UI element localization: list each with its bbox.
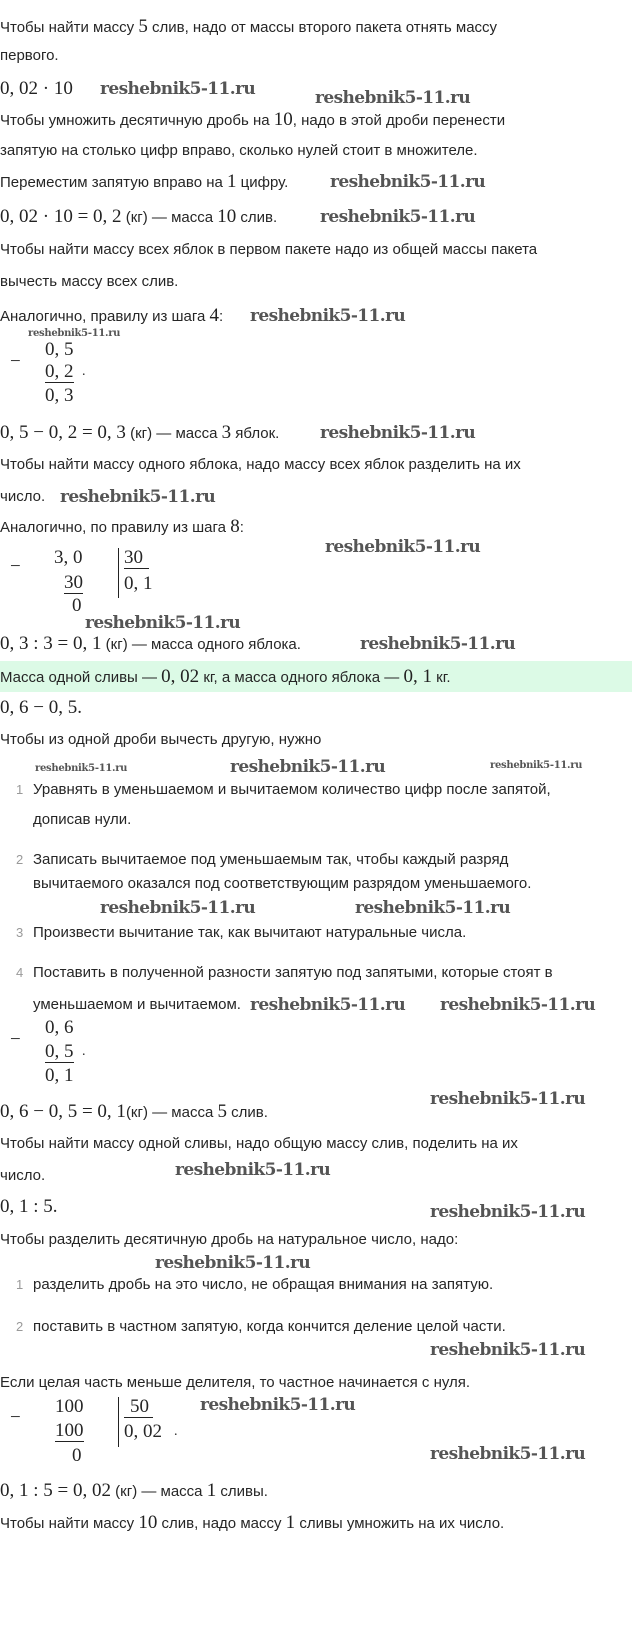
period: . bbox=[82, 1044, 86, 1059]
minus-sign: − bbox=[10, 556, 21, 577]
math-expression: 10 bbox=[217, 206, 237, 227]
list-item-text: Записать вычитаемое под уменьшаемым так, чтобы каждый разряд bbox=[33, 851, 509, 868]
text-line bbox=[0, 1230, 458, 1250]
text-run: (кг) — масса bbox=[111, 1483, 207, 1500]
text-line bbox=[0, 207, 277, 228]
minus-sign: − bbox=[10, 351, 21, 372]
text-run: (кг) — масса bbox=[121, 209, 218, 226]
watermark: reshebnik5-11.ru bbox=[85, 613, 241, 633]
watermark: reshebnik5-11.ru bbox=[320, 423, 476, 443]
text-run: : bbox=[239, 519, 244, 536]
text-run: Масса одной сливы — bbox=[0, 669, 162, 686]
text-run: кг, а масса одного яблока — bbox=[199, 669, 404, 686]
text-run: Чтобы из одной дроби вычесть другую, нужно bbox=[0, 731, 322, 748]
text-run: (кг) — масса bbox=[125, 1104, 218, 1121]
text-line bbox=[0, 17, 497, 38]
remainder: 0 bbox=[72, 1445, 82, 1466]
text-run: Аналогично, правилу из шага bbox=[0, 308, 210, 325]
list-item-text: вычитаемого оказался под соответствующим разрядом уменьшаемого. bbox=[33, 875, 532, 892]
text-line bbox=[0, 1197, 58, 1218]
divisor: 30 bbox=[124, 548, 149, 569]
watermark: reshebnik5-11.ru bbox=[320, 207, 476, 227]
watermark: reshebnik5-11.ru bbox=[490, 760, 583, 771]
text-run: (кг) — масса bbox=[125, 425, 222, 442]
math-expression: 4 bbox=[209, 305, 220, 326]
text-run: Чтобы разделить десятичную дробь на натуральное число, надо: bbox=[0, 1231, 459, 1248]
text-line bbox=[0, 634, 301, 655]
list-item-text: разделить дробь на это число, не обращая внимания на запятую. bbox=[33, 1276, 494, 1293]
text-run: слив. bbox=[226, 1104, 268, 1121]
math-expression: 10 bbox=[138, 1512, 158, 1533]
text-run: цифру. bbox=[236, 174, 289, 191]
list-item-text: Произвести вычитание так, как вычитают натуральные числа. bbox=[33, 924, 467, 941]
text-run: Чтобы умножить десятичную дробь на bbox=[0, 112, 274, 129]
text-run: , надо в этой дроби перенести bbox=[292, 112, 506, 129]
text-run: сливы. bbox=[216, 1483, 268, 1500]
text-line bbox=[0, 306, 223, 327]
text-line bbox=[0, 667, 451, 688]
watermark: reshebnik5-11.ru bbox=[355, 898, 511, 918]
watermark: reshebnik5-11.ru bbox=[325, 537, 481, 557]
text-run: слив. bbox=[236, 209, 278, 226]
text-line bbox=[0, 79, 73, 100]
math-expression: 10 bbox=[273, 109, 293, 130]
math-expression: 0, 3 : 3 = 0, 1 bbox=[0, 633, 102, 654]
list-item-text: уменьшаемом и вычитаемом. bbox=[33, 996, 241, 1013]
text-line bbox=[0, 1134, 518, 1154]
math-expression: 0, 1 : 5. bbox=[0, 1196, 58, 1217]
list-item-text: Поставить в полученной разности запятую под запятыми, которые стоят в bbox=[33, 964, 553, 981]
watermark: reshebnik5-11.ru bbox=[250, 306, 406, 326]
text-line bbox=[0, 272, 178, 292]
list-number: 1 bbox=[16, 782, 24, 797]
math-expression: 0, 02 · 10 bbox=[0, 78, 73, 99]
product: 100 bbox=[55, 1420, 84, 1441]
math-expression: 0, 02 bbox=[161, 666, 200, 687]
watermark: reshebnik5-11.ru bbox=[35, 763, 128, 774]
math-expression: 1 bbox=[285, 1512, 296, 1533]
watermark: reshebnik5-11.ru bbox=[330, 172, 486, 192]
math-expression: 8 bbox=[230, 516, 240, 537]
text-run: число. bbox=[0, 1167, 46, 1184]
watermark: reshebnik5-11.ru bbox=[360, 634, 516, 654]
difference: 0, 1 bbox=[45, 1065, 74, 1086]
text-run: сливы умножить на их число. bbox=[295, 1515, 505, 1532]
math-expression: 0, 5 − 0, 2 = 0, 3 bbox=[0, 422, 126, 443]
text-line bbox=[0, 730, 321, 750]
list-number: 2 bbox=[16, 1319, 24, 1334]
watermark: reshebnik5-11.ru bbox=[430, 1444, 586, 1464]
text-line bbox=[0, 517, 244, 538]
text-run: Если целая часть меньше делителя, то частное начинается с нуля. bbox=[0, 1374, 471, 1391]
text-run: Переместим запятую вправо на bbox=[0, 174, 227, 191]
list-number: 2 bbox=[16, 852, 24, 867]
text-run: (кг) — масса одного яблока. bbox=[101, 636, 301, 653]
minuend: 0, 5 bbox=[45, 339, 74, 360]
text-line bbox=[0, 46, 59, 66]
subtrahend: 0, 5 bbox=[45, 1041, 74, 1062]
list-number: 3 bbox=[16, 925, 24, 940]
watermark: reshebnik5-11.ru bbox=[175, 1160, 331, 1180]
cut-off-previous-line bbox=[0, 0, 632, 8]
text-line bbox=[0, 110, 505, 131]
quotient: 0, 02 bbox=[124, 1421, 162, 1442]
period: . bbox=[82, 364, 86, 379]
list-number: 4 bbox=[16, 965, 24, 980]
text-run: слив, надо массу bbox=[157, 1515, 286, 1532]
math-expression: 5 bbox=[217, 1101, 227, 1122]
watermark: reshebnik5-11.ru bbox=[440, 995, 596, 1015]
text-line bbox=[0, 698, 82, 719]
math-expression: 0, 1 bbox=[403, 666, 432, 687]
text-run: : bbox=[219, 308, 224, 325]
text-run: яблок. bbox=[231, 425, 280, 442]
math-expression: 0, 6 − 0, 5 = 0, 1 bbox=[0, 1101, 126, 1122]
text-line bbox=[0, 240, 537, 260]
math-expression: 0, 02 · 10 = 0, 2 bbox=[0, 206, 122, 227]
quotient: 0, 1 bbox=[124, 573, 153, 594]
text-run: Чтобы найти массу bbox=[0, 19, 139, 36]
math-expression: 5 bbox=[138, 16, 148, 37]
text-line bbox=[0, 1481, 268, 1502]
text-run: кг. bbox=[431, 669, 451, 686]
text-line bbox=[0, 141, 478, 161]
watermark: reshebnik5-11.ru bbox=[430, 1340, 586, 1360]
text-line bbox=[0, 487, 45, 507]
math-expression: 1 bbox=[227, 171, 237, 192]
list-number: 1 bbox=[16, 1277, 24, 1292]
text-run: число. bbox=[0, 488, 46, 505]
text-run: Чтобы найти массу одного яблока, надо массу всех яблок разделить на их bbox=[0, 456, 521, 473]
watermark: reshebnik5-11.ru bbox=[250, 995, 406, 1015]
math-expression: 1 bbox=[206, 1480, 217, 1501]
subtrahend: 0, 2 bbox=[45, 361, 74, 382]
division-bar bbox=[118, 1397, 119, 1447]
text-line bbox=[0, 455, 521, 475]
product: 30 bbox=[64, 572, 83, 593]
math-expression: 0, 1 : 5 = 0, 02 bbox=[0, 1480, 111, 1501]
watermark: reshebnik5-11.ru bbox=[315, 88, 471, 108]
division-bar bbox=[118, 548, 119, 598]
minus-sign: − bbox=[10, 1029, 21, 1050]
list-item-text: Уравнять в уменьшаемом и вычитаемом количество цифр после запятой, bbox=[33, 781, 551, 798]
text-line bbox=[0, 1513, 504, 1534]
watermark: reshebnik5-11.ru bbox=[430, 1089, 586, 1109]
text-run: слив, надо от массы второго пакета отнять массу bbox=[147, 19, 498, 36]
difference: 0, 3 bbox=[45, 385, 74, 406]
text-run: Чтобы найти массу bbox=[0, 1515, 139, 1532]
watermark: reshebnik5-11.ru bbox=[100, 79, 256, 99]
minuend: 0, 6 bbox=[45, 1017, 74, 1038]
math-expression: 0, 6 − 0, 5. bbox=[0, 697, 82, 718]
remainder: 0 bbox=[72, 595, 82, 616]
text-line bbox=[0, 172, 288, 193]
text-run: Чтобы найти массу всех яблок в первом пакете надо из общей массы пакета bbox=[0, 241, 538, 258]
watermark: reshebnik5-11.ru bbox=[430, 1202, 586, 1222]
divisor: 50 bbox=[124, 1397, 153, 1418]
text-line bbox=[0, 1373, 470, 1393]
dividend: 100 bbox=[55, 1396, 84, 1417]
list-item-text: дописав нули. bbox=[33, 811, 132, 828]
watermark: reshebnik5-11.ru bbox=[200, 1395, 356, 1415]
watermark: reshebnik5-11.ru bbox=[230, 757, 386, 777]
text-run: Аналогично, по правилу из шага bbox=[0, 519, 231, 536]
text-run: запятую на столько цифр вправо, сколько нулей стоит в множителе. bbox=[0, 142, 478, 159]
list-item-text: поставить в частном запятую, когда кончится деление целой части. bbox=[33, 1318, 506, 1335]
text-run: вычесть массу всех слив. bbox=[0, 273, 179, 290]
text-line bbox=[0, 1102, 268, 1123]
text-run: первого. bbox=[0, 47, 59, 64]
text-line bbox=[0, 423, 279, 444]
watermark: reshebnik5-11.ru bbox=[100, 898, 256, 918]
text-run: Чтобы найти массу одной сливы, надо общую массу слив, поделить на их bbox=[0, 1135, 518, 1152]
text-line bbox=[0, 1166, 45, 1186]
minus-sign: − bbox=[10, 1407, 21, 1428]
math-expression: 3 bbox=[221, 422, 232, 443]
watermark: reshebnik5-11.ru bbox=[155, 1253, 311, 1273]
period: . bbox=[174, 1424, 178, 1439]
dividend: 3, 0 bbox=[54, 547, 83, 568]
watermark: reshebnik5-11.ru bbox=[28, 328, 121, 339]
watermark: reshebnik5-11.ru bbox=[60, 487, 216, 507]
